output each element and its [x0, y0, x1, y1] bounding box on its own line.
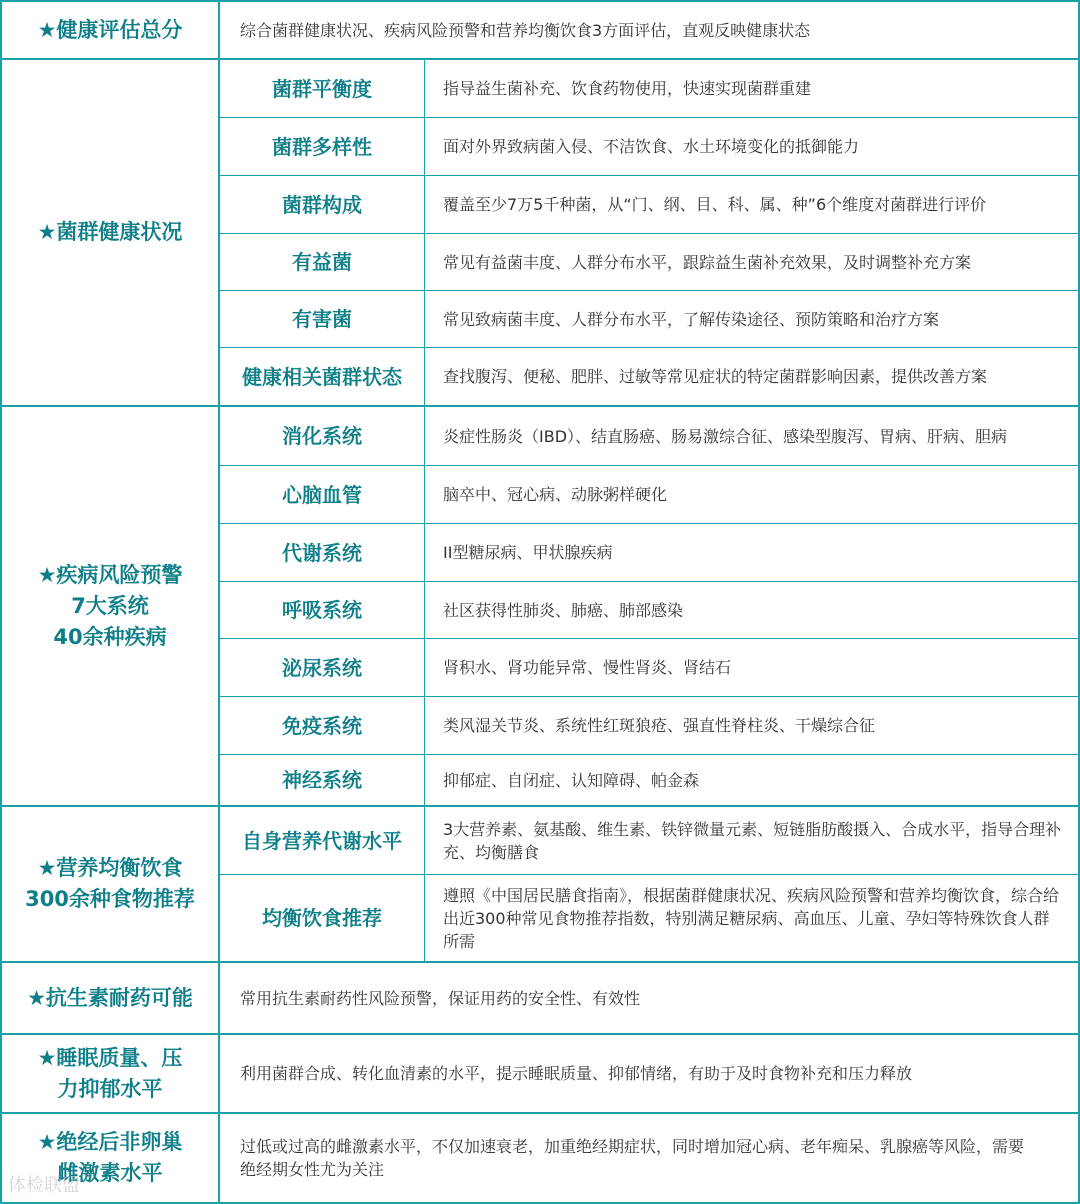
item-name: 健康相关菌群状态: [242, 364, 402, 389]
item-description: 脑卒中、冠心病、动脉粥样硬化: [443, 485, 668, 504]
watermark: 体检联盟: [8, 1175, 80, 1196]
category-nutrition: [2, 807, 218, 961]
item-description: 查找腹泻、便秘、肥胖、过敏等常见症状的特定菌群影响因素，提供改善方案: [443, 367, 988, 386]
description-sleep-stress: 利用菌群合成、转化血清素的水平，提示睡眠质量、抑郁情绪，有助于及时食物补充和压力释放: [240, 1064, 913, 1083]
item-name: 均衡饮食推荐: [262, 906, 382, 930]
item-name: 免疫系统: [282, 713, 362, 738]
category-label: ★睡眠质量、压: [37, 1045, 183, 1070]
description-health-score: 综合菌群健康状况、疾病风险预警和营养均衡饮食3方面评估，直观反映健康状态: [240, 20, 811, 40]
item-description: 肾积水、肾功能异常、慢性肾炎、肾结石: [443, 658, 732, 677]
item-name: 自身营养代谢水平: [242, 828, 402, 853]
category-health-score: [2, 2, 218, 58]
item-description: 遵照《中国居民膳食指南》，根据菌群健康状况、疾病风险预警和营养均衡饮食，综合给出近300种常见食物推荐指数，特别满足糖尿病、高血压、儿童、孕妇等特殊饮食人群所需: [443, 885, 1060, 951]
category-antibiotic-resistance: [2, 963, 218, 1033]
item-name: 代谢系统: [282, 540, 362, 565]
category-label: ★健康评估总分: [37, 17, 183, 42]
item-description: 常见有益菌丰度、人群分布水平，跟踪益生菌补充效果，及时调整补充方案: [443, 252, 972, 272]
item-name: 消化系统: [282, 424, 362, 448]
category-flora-health: [2, 60, 218, 405]
category-disease-risk: [2, 407, 218, 805]
category-label: ★抗生素耐药可能: [27, 985, 193, 1010]
category-sleep-stress: [2, 1035, 218, 1112]
category-label: ★绝经后非卵巢: [37, 1130, 183, 1154]
item-name: 泌尿系统: [282, 655, 362, 680]
item-description: 3大营养素、氨基酸、维生素、铁锌微量元素、短链脂肪酸摄入、合成水平，指导合理补充、均衡膳食: [443, 819, 1062, 862]
item-name: 心脑血管: [282, 482, 362, 507]
item-name: 菌群多样性: [272, 134, 372, 159]
description-antibiotic-resistance: 常用抗生素耐药性风险预警，保证用药的安全性、有效性: [240, 988, 641, 1008]
category-label: ★疾病风险预警: [37, 562, 183, 587]
category-label: 雌激素水平: [57, 1161, 163, 1185]
item-name: 呼吸系统: [282, 598, 362, 622]
category-label: 40余种疾病: [53, 624, 167, 649]
category-label: 300余种食物推荐: [25, 887, 195, 911]
item-description: 指导益生菌补充、饮食药物使用，快速实现菌群重建: [443, 79, 812, 98]
category-label: 力抑郁水平: [57, 1076, 163, 1101]
item-description: 覆盖至少7万5千种菌，从“门、纲、目、科、属、种”6个维度对菌群进行评价: [443, 195, 987, 214]
item-description: 常见致病菌丰度、人群分布水平，了解传染途径、预防策略和治疗方案: [443, 309, 940, 329]
item-description: 社区获得性肺炎、肺癌、肺部感染: [443, 600, 684, 620]
item-name: 有益菌: [292, 250, 352, 274]
item-description: 炎症性肠炎（IBD）、结直肠癌、肠易激综合征、感染型腹泻、胃病、肝病、胆病: [443, 426, 1008, 446]
item-description: 类风湿关节炎、系统性红斑狼疮、强直性脊柱炎、干燥综合征: [443, 716, 876, 735]
item-name: 神经系统: [282, 768, 362, 792]
item-name: 菌群构成: [282, 192, 362, 217]
category-label: 7大系统: [71, 593, 149, 618]
description-estrogen: 过低或过高的雌激素水平，不仅加速衰老，加重绝经期症状，同时增加冠心病、老年痴呆、乳腺癌等风险，需要绝经期女性尤为关注: [240, 1137, 1025, 1179]
item-description: 抑郁症、自闭症、认知障碍、帕金森: [443, 770, 700, 790]
category-label: ★营养均衡饮食: [37, 856, 183, 880]
item-description: 面对外界致病菌入侵、不洁饮食、水土环境变化的抵御能力: [443, 137, 860, 156]
item-description: II型糖尿病、甲状腺疾病: [443, 543, 613, 562]
item-name: 菌群平衡度: [272, 76, 372, 101]
category-label: ★菌群健康状况: [37, 220, 183, 244]
item-name: 有害菌: [292, 307, 352, 331]
